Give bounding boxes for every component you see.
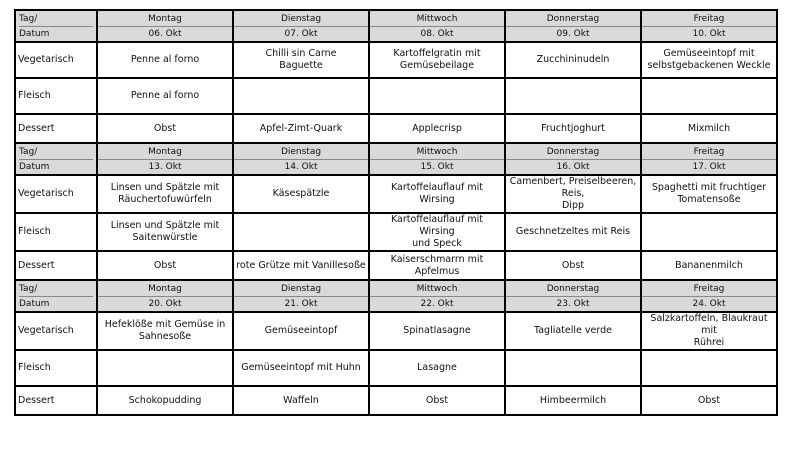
meal-cell: rote Grütze mit Vanillesoße	[233, 251, 369, 280]
meal-cell	[505, 350, 641, 386]
meal-cell: Tagliatelle verde	[505, 312, 641, 350]
meal-cell: Obst	[97, 114, 233, 143]
day-header-cell	[369, 280, 505, 312]
week-header-row	[15, 10, 777, 42]
meal-cell: Salzkartoffeln, Blaukraut mit Rührei	[641, 312, 777, 350]
meal-cell: Schokopudding	[97, 386, 233, 415]
row-label-meat: Fleisch	[15, 213, 97, 251]
meal-cell: Penne al forno	[97, 42, 233, 78]
day-date: 22. Okt	[420, 298, 454, 309]
veg-row	[15, 175, 777, 213]
day-date: 06. Okt	[148, 28, 182, 39]
day-name: Mittwoch	[370, 282, 504, 297]
day-date: 07. Okt	[284, 28, 318, 39]
day-date: 20. Okt	[148, 298, 182, 309]
row-label-veg: Vegetarisch	[15, 42, 97, 78]
day-name: Montag	[98, 145, 232, 160]
meal-cell: Spaghetti mit fruchtiger Tomatensoße	[641, 175, 777, 213]
header-label-tag: Tag/	[19, 282, 93, 297]
day-name: Donnerstag	[506, 282, 640, 297]
day-date: 10. Okt	[692, 28, 726, 39]
day-header-cell	[505, 280, 641, 312]
day-date: 15. Okt	[420, 161, 454, 172]
meal-cell: Fruchtjoghurt	[505, 114, 641, 143]
meal-cell: Applecrisp	[369, 114, 505, 143]
dessert-row	[15, 386, 777, 415]
meal-cell: Linsen und Spätzle mit Saitenwürstle	[97, 213, 233, 251]
week-header-row	[15, 143, 777, 175]
meal-cell	[97, 350, 233, 386]
day-name: Mittwoch	[370, 12, 504, 27]
day-name: Donnerstag	[506, 145, 640, 160]
row-label-veg: Vegetarisch	[15, 312, 97, 350]
day-header-cell	[97, 280, 233, 312]
header-label-cell	[15, 143, 97, 175]
day-date: 21. Okt	[284, 298, 318, 309]
meal-cell: Lasagne	[369, 350, 505, 386]
day-header-cell	[97, 143, 233, 175]
meal-cell: Kaiserschmarrn mit Apfelmus	[369, 251, 505, 280]
day-name: Mittwoch	[370, 145, 504, 160]
header-label-tag: Tag/	[19, 145, 93, 160]
meal-cell: Himbeermilch	[505, 386, 641, 415]
meal-cell	[641, 213, 777, 251]
day-name: Freitag	[642, 282, 776, 297]
day-date: 08. Okt	[420, 28, 454, 39]
meal-cell	[233, 78, 369, 114]
weekly-menu-table	[14, 9, 778, 416]
header-label-cell	[15, 10, 97, 42]
day-header-cell	[369, 10, 505, 42]
meal-cell: Obst	[505, 251, 641, 280]
meal-cell: Obst	[369, 386, 505, 415]
day-date: 24. Okt	[692, 298, 726, 309]
dessert-row	[15, 114, 777, 143]
day-name: Dienstag	[234, 282, 368, 297]
day-date: 17. Okt	[692, 161, 726, 172]
header-label-datum: Datum	[19, 161, 50, 172]
row-label-dessert: Dessert	[15, 114, 97, 143]
veg-row	[15, 42, 777, 78]
row-label-dessert: Dessert	[15, 386, 97, 415]
day-date: 23. Okt	[556, 298, 590, 309]
day-header-cell	[641, 280, 777, 312]
day-header-cell	[505, 10, 641, 42]
day-header-cell	[97, 10, 233, 42]
meal-cell: Käsespätzle	[233, 175, 369, 213]
meal-cell	[233, 213, 369, 251]
menu-body	[15, 10, 777, 415]
meal-cell: Gemüseeintopf mit selbstgebackenen Weckle	[641, 42, 777, 78]
header-label-cell	[15, 280, 97, 312]
meat-row	[15, 213, 777, 251]
day-date: 14. Okt	[284, 161, 318, 172]
day-name: Donnerstag	[506, 12, 640, 27]
meal-cell: Kartoffelauflauf mit Wirsing	[369, 175, 505, 213]
day-date: 16. Okt	[556, 161, 590, 172]
meal-cell: Waffeln	[233, 386, 369, 415]
meal-cell: Kartoffelgratin mit Gemüsebeilage	[369, 42, 505, 78]
meal-cell	[369, 78, 505, 114]
day-header-cell	[233, 143, 369, 175]
meal-cell: Geschnetzeltes mit Reis	[505, 213, 641, 251]
meal-cell: Mixmilch	[641, 114, 777, 143]
day-name: Freitag	[642, 12, 776, 27]
row-label-veg: Vegetarisch	[15, 175, 97, 213]
day-name: Dienstag	[234, 12, 368, 27]
meal-cell	[505, 78, 641, 114]
week-header-row	[15, 280, 777, 312]
meal-cell: Bananenmilch	[641, 251, 777, 280]
meal-cell	[641, 350, 777, 386]
meal-cell: Gemüseeintopf mit Huhn	[233, 350, 369, 386]
meal-cell: Linsen und Spätzle mit Räuchertofuwürfeln	[97, 175, 233, 213]
day-header-cell	[233, 280, 369, 312]
header-label-datum: Datum	[19, 298, 50, 309]
meal-cell: Camenbert, Preiselbeeren, Reis, Dipp	[505, 175, 641, 213]
day-header-cell	[369, 143, 505, 175]
header-label-datum: Datum	[19, 28, 50, 39]
row-label-dessert: Dessert	[15, 251, 97, 280]
meal-cell: Chilli sin Carne Baguette	[233, 42, 369, 78]
day-name: Freitag	[642, 145, 776, 160]
day-name: Montag	[98, 12, 232, 27]
day-header-cell	[233, 10, 369, 42]
meal-cell: Apfel-Zimt-Quark	[233, 114, 369, 143]
day-header-cell	[641, 143, 777, 175]
row-label-meat: Fleisch	[15, 78, 97, 114]
meal-cell: Obst	[97, 251, 233, 280]
day-date: 13. Okt	[148, 161, 182, 172]
meal-cell: Kartoffelauflauf mit Wirsing und Speck	[369, 213, 505, 251]
meal-cell: Zucchininudeln	[505, 42, 641, 78]
day-name: Dienstag	[234, 145, 368, 160]
meal-cell: Spinatlasagne	[369, 312, 505, 350]
day-name: Montag	[98, 282, 232, 297]
veg-row	[15, 312, 777, 350]
meat-row	[15, 350, 777, 386]
day-date: 09. Okt	[556, 28, 590, 39]
meal-cell: Hefeklöße mit Gemüse in Sahnesoße	[97, 312, 233, 350]
row-label-meat: Fleisch	[15, 350, 97, 386]
day-header-cell	[505, 143, 641, 175]
meal-cell: Gemüseeintopf	[233, 312, 369, 350]
dessert-row	[15, 251, 777, 280]
header-label-tag: Tag/	[19, 12, 93, 27]
day-header-cell	[641, 10, 777, 42]
meal-cell: Penne al forno	[97, 78, 233, 114]
meat-row	[15, 78, 777, 114]
meal-cell: Obst	[641, 386, 777, 415]
meal-cell	[641, 78, 777, 114]
